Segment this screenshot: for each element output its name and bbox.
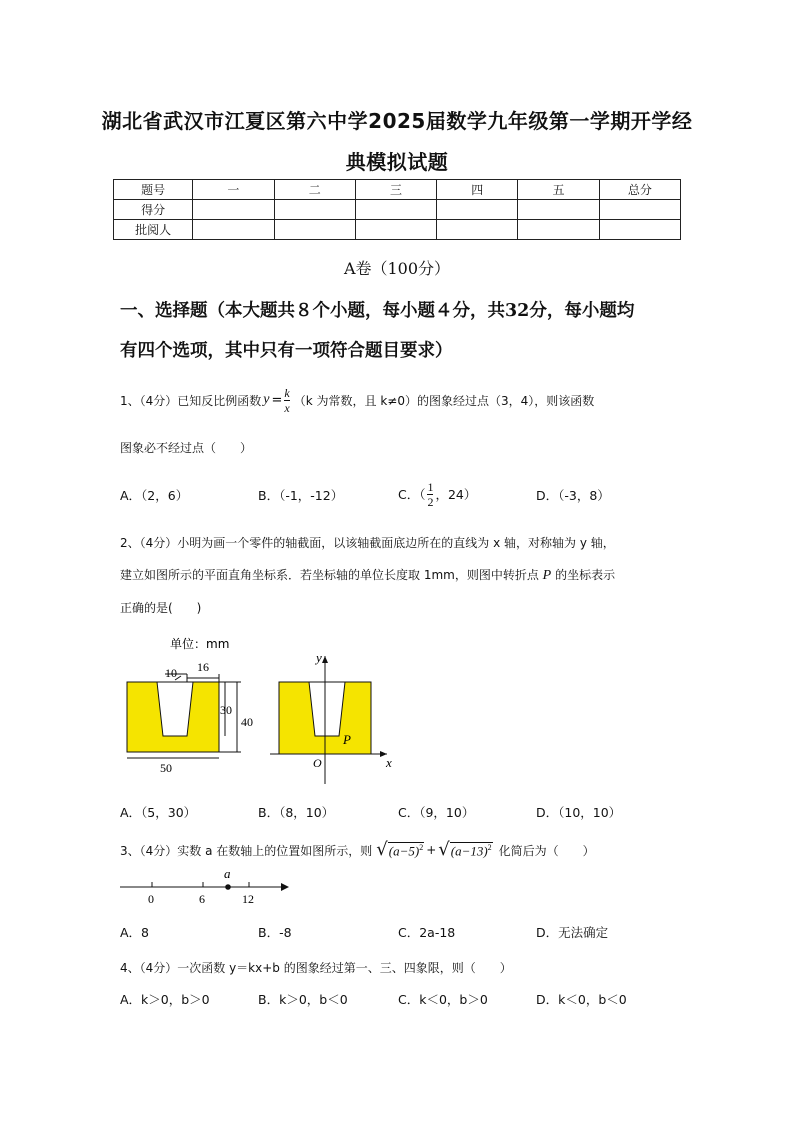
score-input-cell[interactable] — [355, 200, 436, 220]
radical-2 — [438, 841, 492, 859]
dimension-label: 10 — [165, 666, 177, 680]
tick-label: 6 — [199, 892, 205, 906]
fraction-k-over-x — [284, 386, 289, 415]
question-1 — [120, 383, 594, 417]
score-input-cell[interactable] — [599, 200, 680, 220]
section-heading-continued: 有四个选项，其中只有一项符合题目要求） — [120, 341, 453, 361]
option-a[interactable]: A．（2，6） — [120, 488, 189, 503]
option-d[interactable]: D．k＜0，b＜0 — [536, 992, 627, 1007]
option-c[interactable]: C．（9，10） — [398, 805, 475, 820]
question-4: 4、（4分）一次函数 y＝kx+b 的图象经过第一、三、四象限，则（ ） — [120, 961, 512, 975]
question-text: （k 为常数，且 k≠0）的图象经过点（3，4），则该函数 — [293, 393, 595, 408]
radicand — [450, 842, 493, 859]
score-table-row — [114, 220, 681, 240]
question-text: 图象必不经过点（ ） — [120, 441, 253, 455]
score-table — [113, 179, 681, 240]
option-text: C．（ — [398, 487, 426, 502]
table-cell: 五 — [518, 180, 599, 200]
option-b[interactable]: B．-8 — [258, 925, 292, 940]
exponent: 2 — [487, 842, 492, 852]
option-d[interactable]: D．无法确定 — [536, 925, 609, 940]
radicand-text: (a−5) — [388, 843, 420, 858]
math-op: + — [426, 843, 437, 857]
x-axis-label: x — [386, 755, 392, 770]
fraction-one-half — [427, 480, 433, 509]
sqrt-icon: √ — [438, 839, 450, 860]
math-op: = — [271, 392, 283, 408]
cross-section-shape — [127, 682, 219, 752]
option-b[interactable]: B．k＞0，b＜0 — [258, 992, 348, 1007]
score-input-cell[interactable] — [274, 200, 355, 220]
table-cell: 一 — [193, 180, 274, 200]
option-c[interactable]: C．2a-18 — [398, 925, 456, 940]
point-p-label: P — [343, 732, 351, 747]
question-text: 化简后为（ ） — [498, 843, 595, 858]
score-input-cell[interactable] — [193, 220, 274, 240]
fraction-numerator: k — [284, 385, 290, 400]
question-text: 3、（4分）实数 a 在数轴上的位置如图所示，则 — [120, 843, 373, 858]
score-input-cell[interactable] — [193, 200, 274, 220]
table-cell: 题号 — [114, 180, 193, 200]
option-c[interactable]: C．k＜0，b＞0 — [398, 992, 488, 1007]
option-d[interactable]: D．（-3，8） — [536, 488, 610, 503]
score-input-cell[interactable] — [518, 220, 599, 240]
exponent: 2 — [419, 842, 424, 852]
option-text: ，24） — [435, 487, 477, 502]
y-axis-label: y — [316, 650, 322, 665]
option-a[interactable]: A．k＞0，b＞0 — [120, 992, 210, 1007]
number-line-arrow — [281, 883, 289, 891]
table-cell: 三 — [355, 180, 436, 200]
table-cell: 四 — [437, 180, 518, 200]
fraction-denominator: 2 — [427, 494, 434, 509]
point-a-label: a — [224, 866, 231, 881]
option-a[interactable]: A．8 — [120, 925, 150, 940]
score-input-cell[interactable] — [355, 220, 436, 240]
option-a[interactable]: A．（5，30） — [120, 805, 197, 820]
number-line-figure — [115, 866, 300, 910]
dimension-label: 16 — [197, 660, 209, 674]
table-cell: 批阅人 — [114, 220, 193, 240]
page-title: 湖北省武汉市江夏区第六中学2025届数学九年级第一学期开学经 — [101, 109, 693, 133]
page-title-continued: 典模拟试题 — [345, 150, 449, 174]
question-3 — [120, 837, 595, 863]
tick-label: 0 — [148, 892, 154, 906]
score-input-cell[interactable] — [437, 220, 518, 240]
score-input-cell[interactable] — [274, 220, 355, 240]
score-input-cell[interactable] — [437, 200, 518, 220]
score-input-cell[interactable] — [599, 220, 680, 240]
option-c[interactable] — [398, 476, 476, 512]
score-table-row — [114, 200, 681, 220]
score-table-header-row — [114, 180, 681, 200]
math-var: y — [263, 392, 270, 407]
question-text: 建立如图所示的平面直角坐标系．若坐标轴的单位长度取 1mm，则图中转折点 — [120, 568, 539, 582]
unit-label: 单位：mm — [170, 637, 230, 651]
radicand-text: (a−13) — [450, 843, 488, 858]
y-axis-arrow — [322, 656, 328, 663]
volume-heading: A卷（100分） — [343, 259, 451, 278]
table-cell: 二 — [274, 180, 355, 200]
origin-label: O — [313, 756, 322, 770]
fraction-numerator: 1 — [427, 479, 434, 494]
option-b[interactable]: B．（8，10） — [258, 805, 335, 820]
tick-label: 12 — [242, 892, 254, 906]
dimension-label: 40 — [241, 715, 253, 729]
table-cell: 总分 — [599, 180, 680, 200]
radical-1 — [376, 841, 424, 859]
dimension-label: 30 — [220, 703, 232, 717]
math-var: P — [542, 568, 552, 583]
question-text: 1、（4分）已知反比例函数 — [120, 393, 262, 408]
question-2-line2 — [120, 566, 615, 584]
option-b[interactable]: B．（-1，-12） — [258, 488, 344, 503]
radicand — [388, 842, 424, 859]
fraction-denominator: x — [284, 400, 290, 415]
question-text: 的坐标表示 — [555, 568, 616, 582]
table-cell: 得分 — [114, 200, 193, 220]
question-text: 正确的是( ) — [120, 601, 202, 615]
point-a — [225, 884, 231, 890]
option-d[interactable]: D．（10，10） — [536, 805, 622, 820]
score-input-cell[interactable] — [518, 200, 599, 220]
section-heading: 一、选择题（本大题共８个小题，每小题４分，共32分，每小题均 — [120, 301, 635, 321]
question-2: 2、（4分）小明为画一个零件的轴截面，以该轴截面底边所在的直线为 x 轴，对称轴为 y 轴， — [120, 536, 615, 550]
dimension-label: 50 — [160, 761, 172, 775]
part-cross-section-figure — [115, 632, 405, 792]
sqrt-icon: √ — [376, 839, 388, 860]
